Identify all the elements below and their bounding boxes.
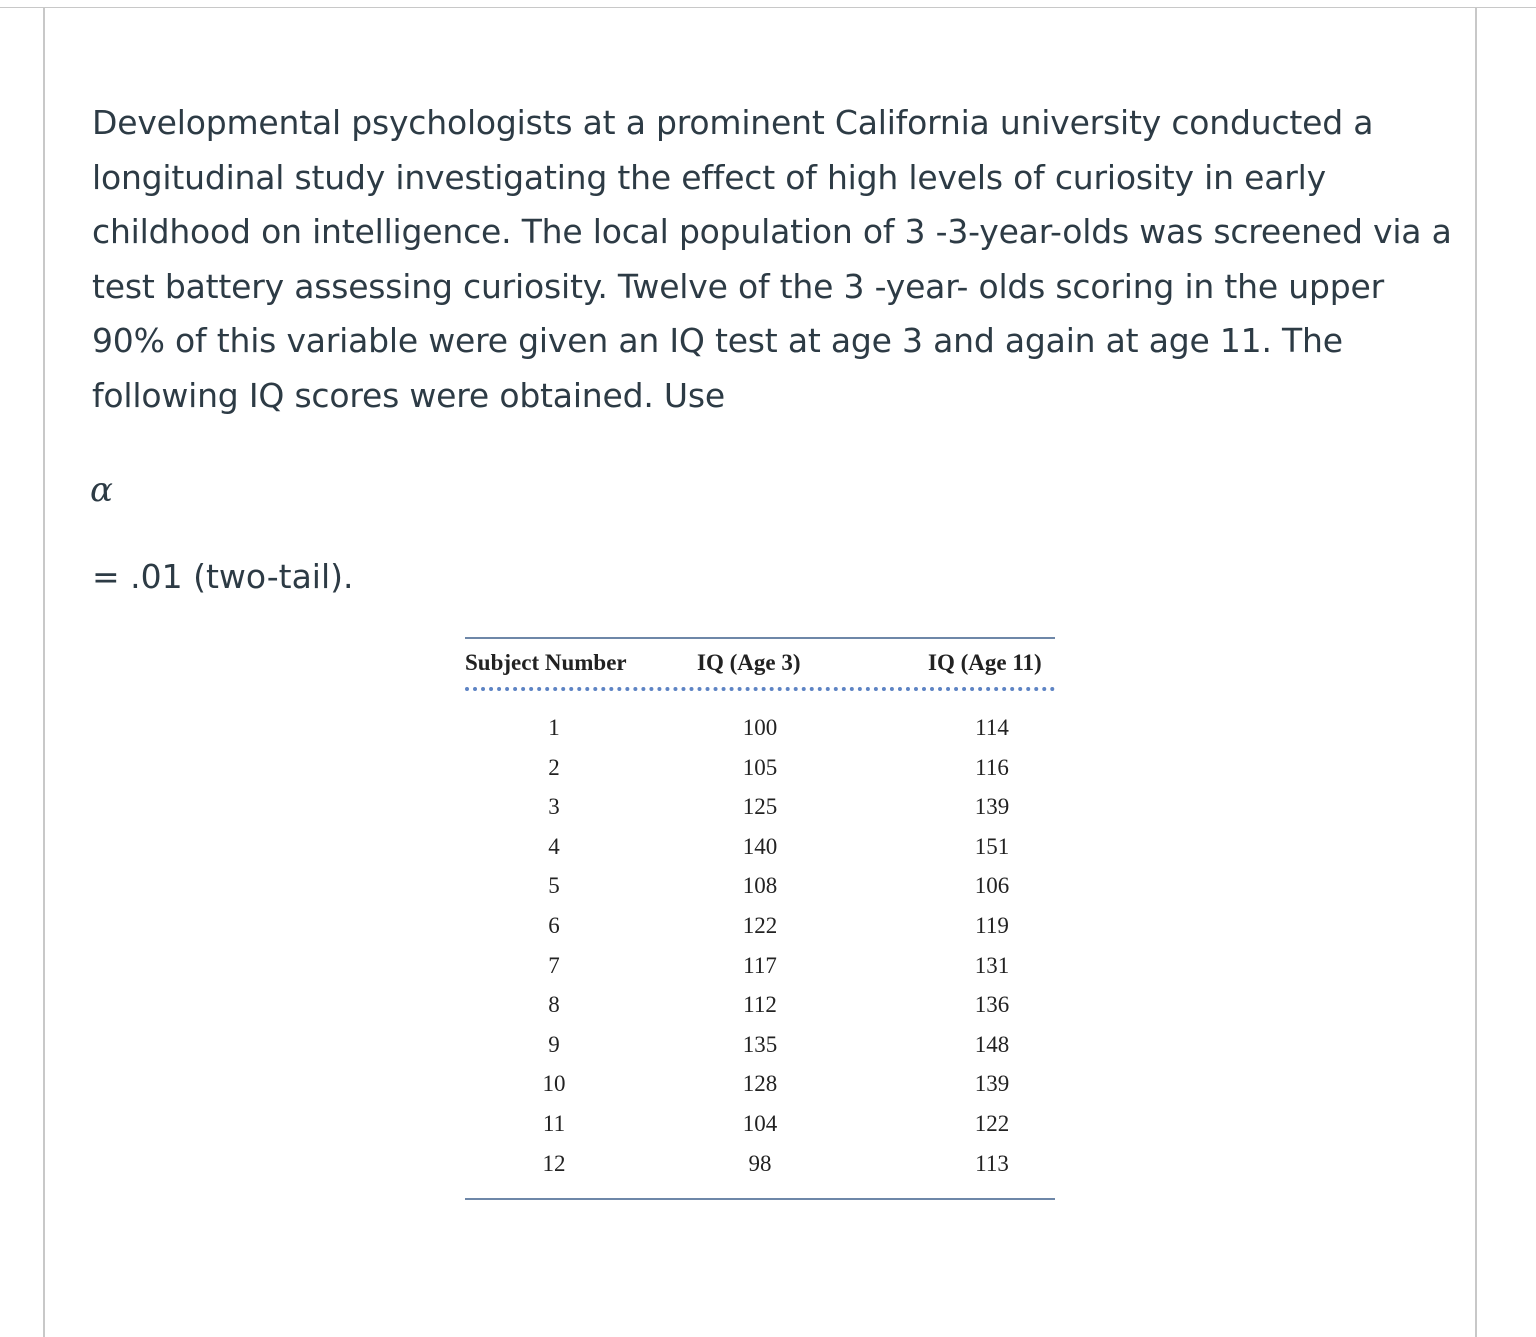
cell-iq-age-11: 122 <box>974 1110 1010 1136</box>
alpha-value: = .01 (two-tail). <box>92 557 354 596</box>
table-row <box>465 1105 1055 1145</box>
cell-subject-number: 10 <box>542 1071 566 1097</box>
cell-iq-age-3: 108 <box>742 873 778 899</box>
cell-iq-age-11: 113 <box>975 1150 1009 1176</box>
cell-subject-number: 4 <box>548 833 560 859</box>
table-row <box>465 1065 1055 1105</box>
table-row <box>465 986 1055 1026</box>
header-iq-age-3: IQ (Age 3) <box>697 650 801 675</box>
table-row <box>465 907 1055 947</box>
cell-iq-age-3: 105 <box>742 754 778 780</box>
cell-iq-age-11: 148 <box>974 1031 1010 1057</box>
cell-subject-number: 12 <box>542 1150 566 1176</box>
header-subject-number: Subject Number <box>465 650 627 675</box>
cell-iq-age-3: 135 <box>742 1031 778 1057</box>
cell-iq-age-3: 128 <box>742 1071 778 1097</box>
table-header <box>465 639 1055 683</box>
iq-table <box>465 637 1055 1200</box>
cell-subject-number: 9 <box>548 1031 560 1057</box>
cell-iq-age-3: 98 <box>748 1150 772 1176</box>
cell-iq-age-11: 106 <box>974 873 1010 899</box>
cell-subject-number: 1 <box>548 715 560 740</box>
cell-subject-number: 8 <box>548 992 560 1018</box>
table-row <box>465 947 1055 987</box>
table-row <box>465 867 1055 907</box>
cell-subject-number: 11 <box>542 1110 566 1136</box>
table-row <box>465 788 1055 828</box>
cell-iq-age-3: 117 <box>743 952 777 978</box>
cell-subject-number: 7 <box>548 952 560 978</box>
table-body <box>465 709 1055 1184</box>
cell-iq-age-3: 125 <box>742 794 778 820</box>
table-row <box>465 749 1055 789</box>
cell-iq-age-11: 114 <box>975 715 1009 740</box>
cell-iq-age-11: 116 <box>975 754 1009 780</box>
header-iq-age-11: IQ (Age 11) <box>928 650 1042 675</box>
question-text: Developmental psychologists at a prominent California university conducted a longitudinal study investigating the effect of high levels of curiosity in early childhood on intelligence. The local population of 3 -3-year-olds was screened via a test battery assessing curiosity. Twelve of the 3 -year- olds scoring in the upper 90% of this variable were given an IQ test at age 3 and again at age 11. The following IQ scores were obtained. Use <box>92 103 1452 415</box>
cell-subject-number: 3 <box>548 794 560 820</box>
cell-iq-age-11: 151 <box>974 833 1010 859</box>
cell-subject-number: 6 <box>548 912 560 938</box>
table-row <box>465 1026 1055 1066</box>
cell-iq-age-11: 131 <box>974 952 1010 978</box>
cell-iq-age-3: 104 <box>742 1110 778 1136</box>
cell-iq-age-3: 140 <box>742 833 778 859</box>
cell-iq-age-3: 100 <box>742 715 778 740</box>
cell-iq-age-3: 112 <box>743 992 777 1018</box>
cell-subject-number: 2 <box>548 754 560 780</box>
cell-iq-age-11: 139 <box>974 794 1010 820</box>
cell-iq-age-11: 119 <box>975 912 1009 938</box>
table-row <box>465 1145 1055 1185</box>
alpha-symbol: α <box>90 470 113 510</box>
table-row <box>465 709 1055 749</box>
table-row <box>465 828 1055 868</box>
cell-iq-age-11: 136 <box>974 992 1010 1018</box>
header-dotted-rule <box>465 683 1055 691</box>
cell-iq-age-11: 139 <box>974 1071 1010 1097</box>
cell-iq-age-3: 122 <box>742 912 778 938</box>
table-bottom-rule <box>465 1198 1055 1200</box>
cell-subject-number: 5 <box>548 873 560 899</box>
